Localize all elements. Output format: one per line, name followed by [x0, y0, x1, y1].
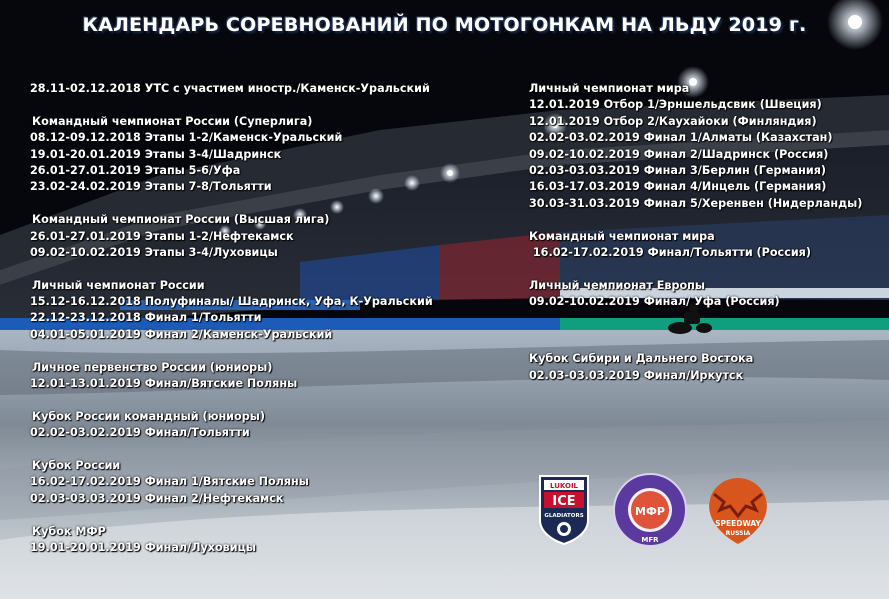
section-heading-world-team: Командный чемпионат мира: [529, 229, 715, 243]
event-row: 23.02-24.02.2019 Этапы 7-8/Тольятти: [30, 180, 272, 194]
event-row: 19.01-20.01.2019 Этапы 3-4/Шадринск: [30, 147, 282, 161]
section-heading-cup-mfr: Кубок МФР: [32, 524, 106, 538]
section-heading-juniors: Личное первенство России (юниоры): [32, 360, 273, 374]
event-row: 09.02-10.02.2019 Финал/ Уфа (Россия): [529, 295, 780, 309]
right-schedule-column: [529, 81, 862, 384]
event-row: 02.02-03.02.2019 Финал/Тольятти: [30, 426, 250, 440]
event-row: 16.02-17.02.2019 Финал 1/Вятские Поляны: [30, 475, 309, 489]
event-row: 12.01.2019 Отбор 2/Каухайоки (Финляндия): [529, 114, 817, 128]
event-row: 08.12-09.12.2018 Этапы 1-2/Каменск-Уральский: [30, 131, 343, 145]
logo-mfr-text: МФР: [635, 505, 665, 518]
ice-gladiators-logo: [536, 474, 592, 546]
event-row: 12.01.2019 Отбор 1/Эрншельдсвик (Швеция): [529, 98, 822, 112]
event-row: 19.01-20.01.2019 Финал/Луховицы: [30, 540, 257, 554]
event-row: 30.03-31.03.2019 Финал 5/Херенвен (Нидерланды): [529, 196, 863, 210]
section-heading-cup-russia: Кубок России: [32, 458, 121, 472]
logo-speedway-text: SPEEDWAY: [715, 519, 761, 528]
event-row: 22.12-23.12.2018 Финал 1/Тольятти: [30, 311, 262, 325]
intro-event: 28.11-02.12.2018 УТС с участием иностр./Каменск-Уральский: [30, 82, 430, 95]
section-heading-world-personal: Личный чемпионат мира: [529, 82, 690, 95]
section-heading-personal-russia: Личный чемпионат России: [32, 278, 205, 292]
section-heading-superliga: Командный чемпионат России (Суперлига): [32, 114, 313, 128]
section-heading-siberia-cup: Кубок Сибири и Дальнего Востока: [529, 352, 754, 366]
event-row: 02.03-03.03.2019 Финал 3/Берлин (Германия): [529, 163, 827, 177]
event-row: 09.02-10.02.2019 Финал 2/Шадринск (Россия): [529, 147, 829, 161]
event-row: 02.03-03.03.2019 Финал/Иркутск: [529, 368, 744, 382]
event-row: 16.02-17.02.2019 Финал/Тольятти (Россия): [529, 245, 811, 259]
event-row: 09.02-10.02.2019 Этапы 3-4/Луховицы: [30, 245, 278, 259]
logo-ice-text: ICE: [552, 494, 576, 509]
event-row: 04.01-05.01.2019 Финал 2/Каменск-Уральский: [30, 327, 333, 341]
mfr-federation-logo: [612, 472, 688, 548]
logo-gladiators-text: GLADIATORS: [544, 513, 584, 519]
event-row: 02.02-03.02.2019 Финал 1/Алматы (Казахстан): [529, 131, 833, 145]
section-heading-higher-league: Командный чемпионат России (Высшая лига): [32, 213, 330, 227]
event-row: 16.03-17.03.2019 Финал 4/Инцель (Германия): [529, 180, 827, 194]
event-row: 12.01-13.01.2019 Финал/Вятские Поляны: [30, 377, 298, 391]
logo-russia-text: RUSSIA: [725, 530, 751, 537]
section-heading-cup-team-juniors: Кубок России командный (юниоры): [32, 409, 265, 423]
event-row: 26.01-27.01.2019 Этапы 1-2/Нефтекамск: [30, 229, 294, 243]
section-heading-europe-personal: Личный чемпионат Европы: [529, 278, 705, 292]
logo-mfr-latin-text: MFR: [641, 536, 659, 544]
left-schedule-column: [30, 81, 433, 556]
speedway-russia-logo: [700, 474, 776, 546]
event-row: 15.12-16.12.2018 Полуфиналы/ Шадринск, Уфа, К-Уральский: [30, 295, 433, 309]
page-title: КАЛЕНДАРЬ СОРЕВНОВАНИЙ ПО МОТОГОНКАМ НА ЛЬДУ 2019 г.: [82, 14, 807, 36]
event-row: 26.01-27.01.2019 Этапы 5-6/Уфа: [30, 163, 241, 177]
logo-lukoil-text: LUKOIL: [549, 482, 579, 490]
event-row: 02.03-03.03.2019 Финал 2/Нефтекамск: [30, 491, 284, 505]
